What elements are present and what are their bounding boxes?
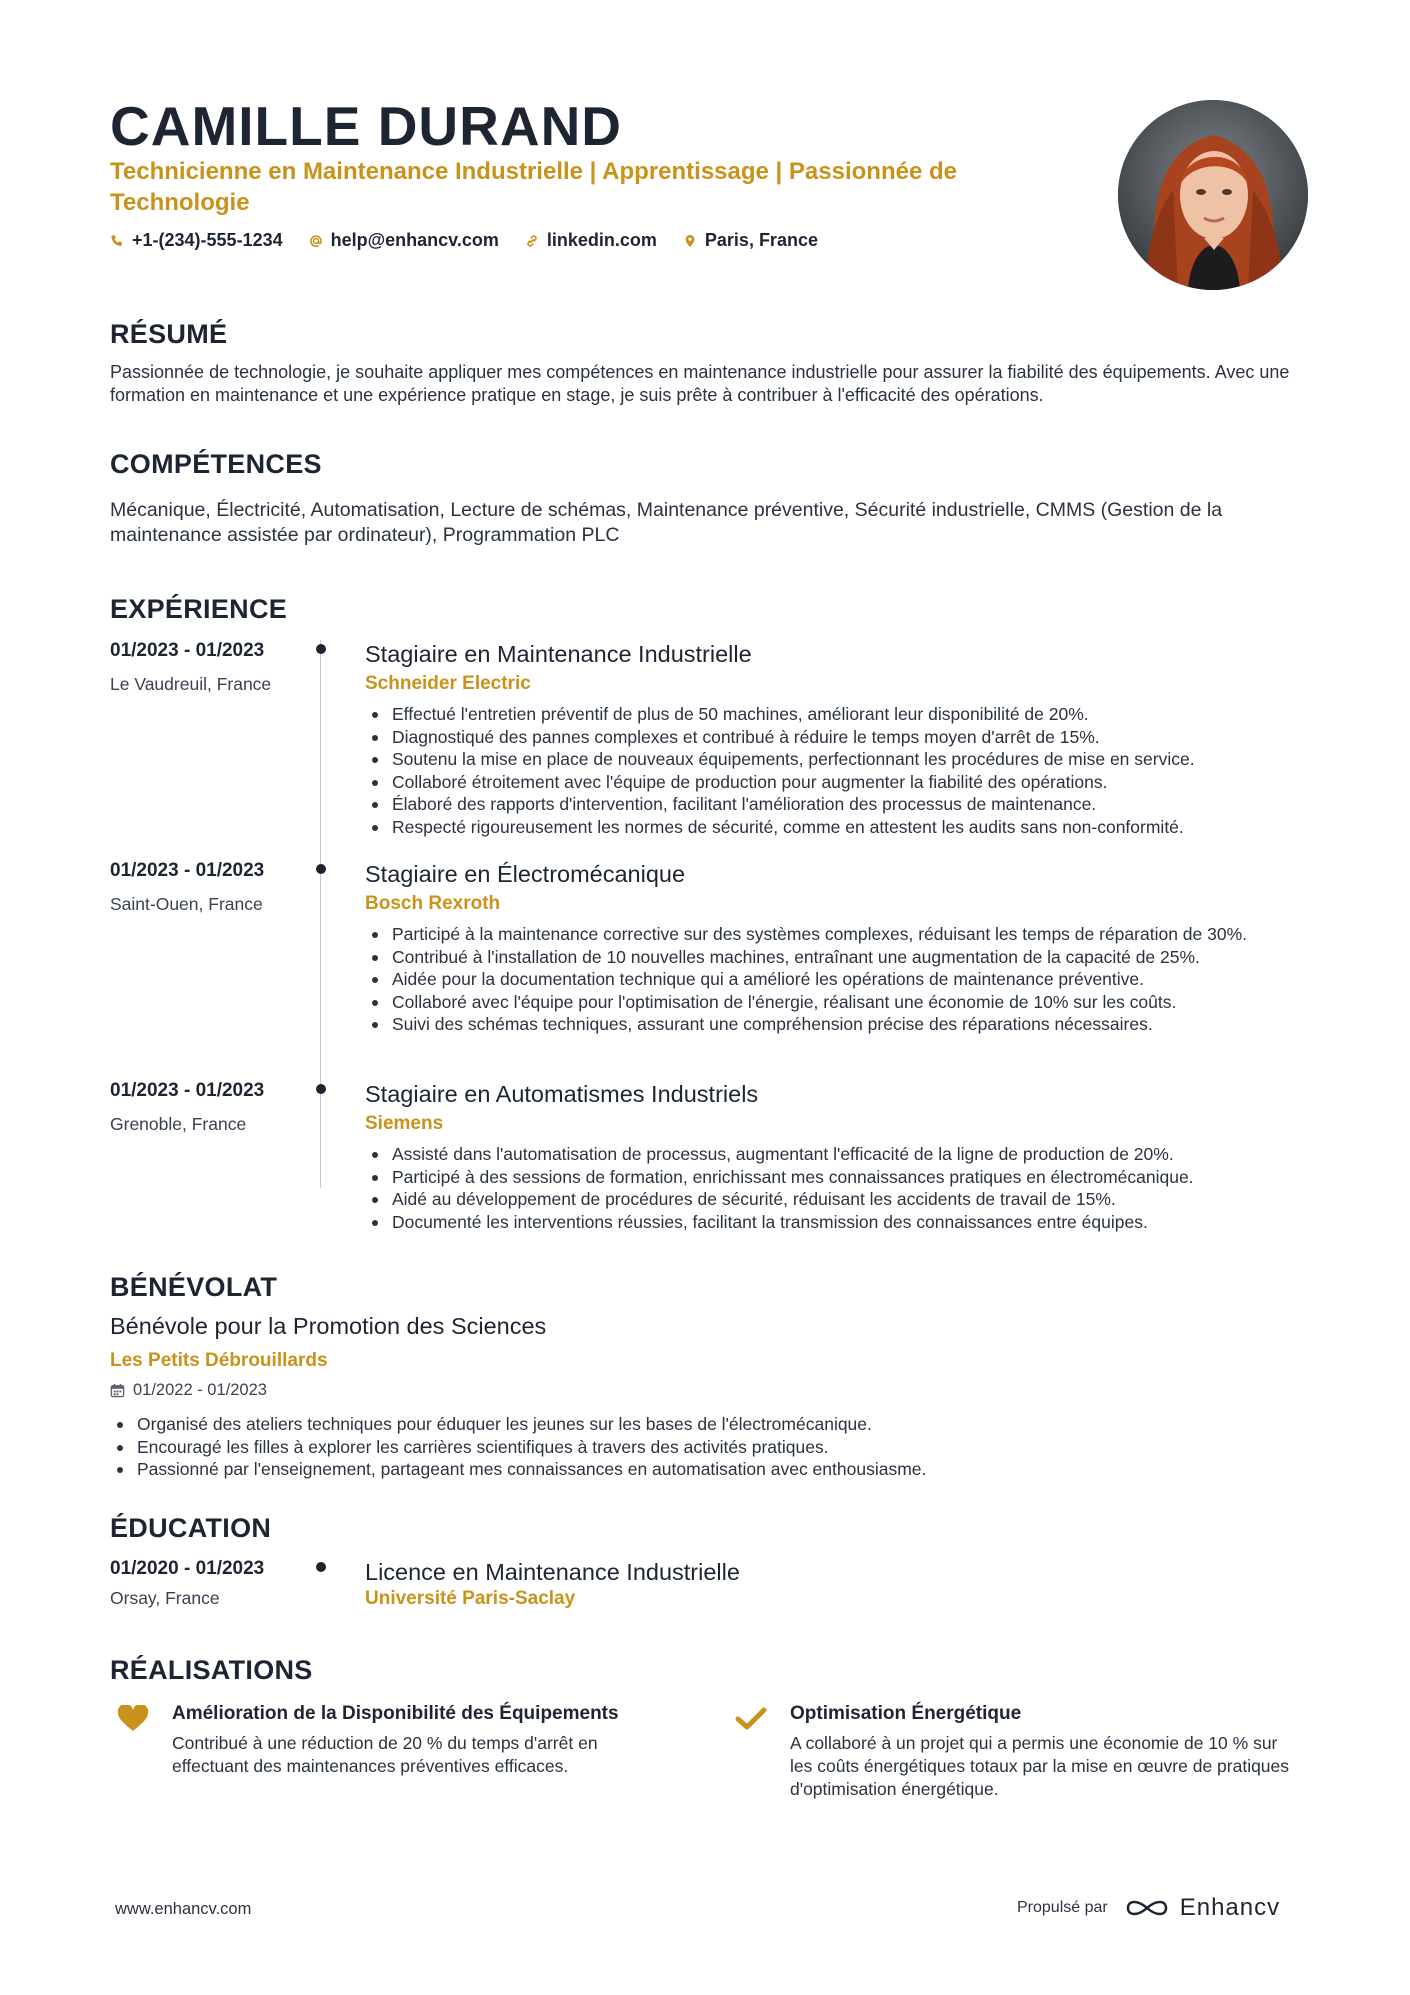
check-icon: [735, 1705, 767, 1733]
timeline-dot: [316, 1562, 326, 1572]
volunteering-role: Bénévole pour la Promotion des Sciences: [110, 1313, 547, 1339]
experience-company: Schneider Electric: [365, 673, 531, 694]
experience-role: Stagiaire en Maintenance Industrielle: [365, 641, 752, 667]
link-icon: [525, 234, 539, 248]
candidate-headline: Technicienne en Maintenance Industrielle | Apprentissage | Passionnée de Technologie: [110, 158, 957, 216]
location-text: Paris, France: [704, 230, 818, 250]
timeline-dot: [316, 644, 326, 654]
achievement-desc: Contribué à une réduction de 20 % du temps d'arrêt en effectuant des maintenances préventives efficaces.: [172, 1733, 598, 1776]
experience-date: 01/2023 - 01/2023: [110, 860, 265, 881]
contact-phone[interactable]: [110, 230, 283, 251]
skills-heading: COMPÉTENCES: [110, 449, 322, 479]
experience-company: Siemens: [365, 1113, 444, 1134]
profile-photo: [1118, 100, 1308, 290]
bullet-item: Suivi des schémas techniques, assurant une compréhension précise des réparations nécessaires.: [365, 1013, 1395, 1036]
bullet-item: Collaboré étroitement avec l'équipe de production pour augmenter la fiabilité des opérations.: [365, 771, 1395, 794]
experience-timeline-line: [320, 640, 321, 1188]
achievement-title: Amélioration de la Disponibilité des Équipements: [172, 1703, 619, 1724]
summary-heading: RÉSUMÉ: [110, 319, 228, 349]
bullet-item: Participé à la maintenance corrective sur des systèmes complexes, réduisant les temps de réparation de 30%.: [365, 923, 1395, 946]
summary-text: Passionnée de technologie, je souhaite appliquer mes compétences en maintenance industrielle pour assurer la fiabilité des équipements. Avec une formation en maintenance et une expérience pratique en stage, je suis prête à contribuer à l'efficacité des opérations.: [110, 362, 1290, 405]
experience-location: Grenoble, France: [110, 1114, 247, 1134]
volunteering-date-text: 01/2022 - 01/2023: [133, 1381, 267, 1399]
achievement-desc: A collaboré à un projet qui a permis une économie de 10 % sur les coûts énergétiques totaux par la mise en œuvre de pratiques d'optimisation énergétique.: [790, 1733, 1290, 1799]
experience-bullets: [365, 1143, 1395, 1233]
bullet-item: Passionné par l'enseignement, partageant mes connaissances en automatisation avec enthousiasme.: [110, 1458, 1310, 1481]
achievements-heading: RÉALISATIONS: [110, 1655, 313, 1685]
skills-text: Mécanique, Électricité, Automatisation, Lecture de schémas, Maintenance préventive, Sécurité industrielle, CMMS (Gestion de la maintenance assistée par ordinateur), Programmation PLC: [110, 499, 1223, 546]
experience-company: Bosch Rexroth: [365, 893, 501, 914]
bullet-item: Collaboré avec l'équipe pour l'optimisation de l'énergie, réalisant une économie de 10% sur les coûts.: [365, 991, 1395, 1014]
experience-heading: EXPÉRIENCE: [110, 594, 288, 624]
experience-date: 01/2023 - 01/2023: [110, 1080, 265, 1101]
experience-bullets: [365, 703, 1395, 838]
at-icon: [309, 234, 323, 248]
contact-location: [683, 230, 818, 251]
achievement-title: Optimisation Énergétique: [790, 1703, 1022, 1724]
education-degree: Licence en Maintenance Industrielle: [365, 1559, 740, 1585]
volunteering-bullets: [110, 1413, 1310, 1481]
bullet-item: Élaboré des rapports d'intervention, facilitant l'amélioration des processus de maintenance.: [365, 793, 1395, 816]
experience-bullets: [365, 923, 1395, 1036]
experience-role: Stagiaire en Automatismes Industriels: [365, 1081, 759, 1107]
location-pin-icon: [683, 234, 697, 248]
bullet-item: Assisté dans l'automatisation de processus, augmentant l'efficacité de la ligne de production de 20%.: [365, 1143, 1395, 1166]
education-date: 01/2020 - 01/2023: [110, 1558, 265, 1579]
bullet-item: Documenté les interventions réussies, facilitant la transmission des connaissances entre équipes.: [365, 1211, 1395, 1234]
phone-icon: [110, 234, 124, 248]
timeline-dot: [316, 1084, 326, 1094]
bullet-item: Diagnostiqué des pannes complexes et contribué à réduire le temps moyen d'arrêt de 15%.: [365, 726, 1395, 749]
bullet-item: Aidé au développement de procédures de sécurité, réduisant les accidents de travail de 15%.: [365, 1188, 1395, 1211]
bullet-item: Soutenu la mise en place de nouveaux équipements, perfectionnant les procédures de mise en service.: [365, 748, 1395, 771]
candidate-name: CAMILLE DURAND: [110, 95, 623, 157]
education-school: Université Paris-Saclay: [365, 1588, 576, 1609]
bullet-item: Organisé des ateliers techniques pour éduquer les jeunes sur les bases de l'électromécanique.: [110, 1413, 1310, 1436]
timeline-dot: [316, 864, 326, 874]
phone-text: +1-(234)-555-1234: [132, 230, 283, 250]
contact-bar: [110, 230, 818, 251]
contact-email[interactable]: [309, 230, 499, 251]
volunteering-company: Les Petits Débrouillards: [110, 1350, 328, 1371]
volunteering-heading: BÉNÉVOLAT: [110, 1272, 278, 1302]
education-location: Orsay, France: [110, 1588, 220, 1608]
education-heading: ÉDUCATION: [110, 1513, 272, 1543]
bullet-item: Contribué à l'installation de 10 nouvelles machines, entraînant une augmentation de la capacité de 25%.: [365, 946, 1395, 969]
bullet-item: Effectué l'entretien préventif de plus de 50 machines, améliorant leur disponibilité de 20%.: [365, 703, 1395, 726]
experience-date: 01/2023 - 01/2023: [110, 640, 265, 661]
brand-name: Enhancv: [1179, 1894, 1281, 1921]
infinity-logo-icon: [1124, 1896, 1170, 1920]
bullet-item: Encouragé les filles à explorer les carrières scientifiques à travers des activités pratiques.: [110, 1436, 1310, 1459]
experience-location: Saint-Ouen, France: [110, 894, 263, 914]
linkedin-text: linkedin.com: [546, 230, 657, 250]
heart-icon: [117, 1705, 149, 1733]
email-text: help@enhancv.com: [330, 230, 499, 250]
contact-linkedin[interactable]: [525, 230, 657, 251]
experience-role: Stagiaire en Électromécanique: [365, 861, 686, 887]
volunteering-date: [110, 1381, 267, 1400]
bullet-item: Participé à des sessions de formation, enrichissant mes connaissances pratiques en électromécanique.: [365, 1166, 1395, 1189]
experience-location: Le Vaudreuil, France: [110, 674, 272, 694]
powered-by-label: Propulsé par: [1017, 1899, 1108, 1916]
calendar-icon: [110, 1383, 125, 1398]
bullet-item: Aidée pour la documentation technique qui a amélioré les opérations de maintenance préventive.: [365, 968, 1395, 991]
bullet-item: Respecté rigoureusement les normes de sécurité, comme en attestent les audits sans non-conformité.: [365, 816, 1395, 839]
enhancv-logo[interactable]: [1124, 1894, 1280, 1922]
footer-branding: [1017, 1894, 1280, 1922]
footer-website[interactable]: www.enhancv.com: [115, 1900, 252, 1918]
